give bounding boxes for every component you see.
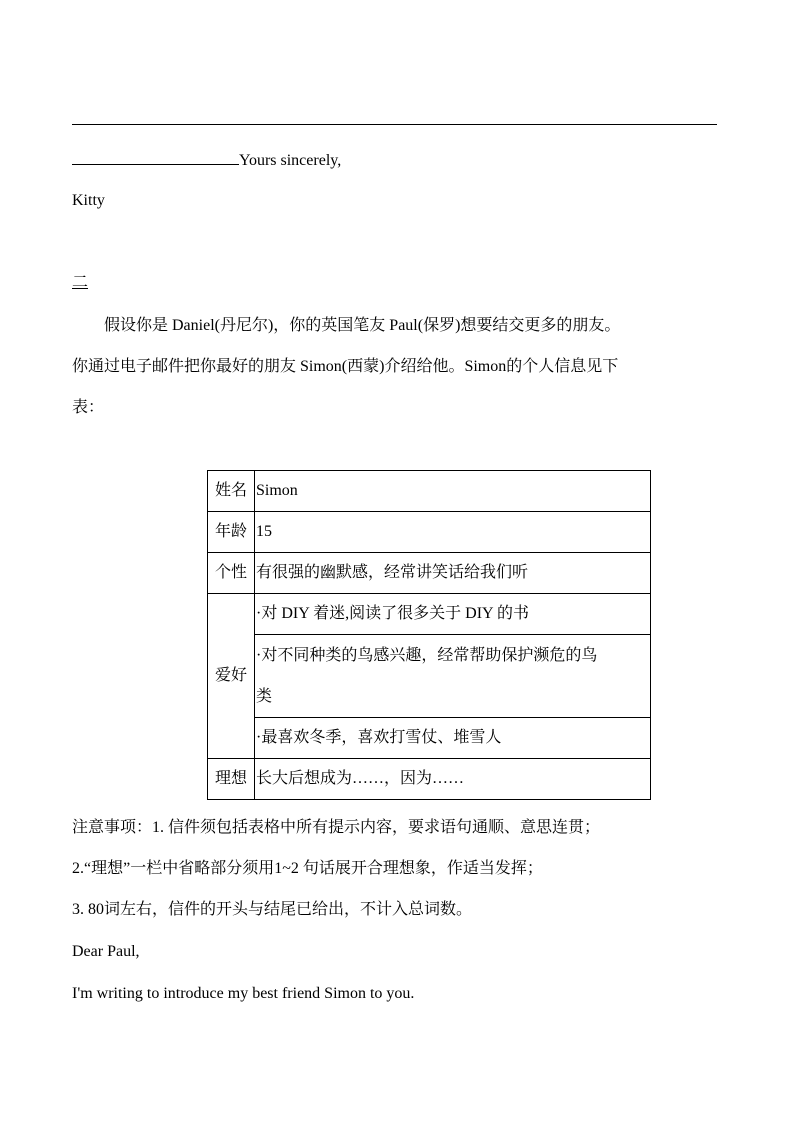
task-line-3: 表： <box>72 399 105 416</box>
task-line-1: 假设你是 Daniel(丹尼尔)，你的英国笔友 Paul(保罗)想要结交更多的朋友。 <box>104 317 621 334</box>
info-table <box>207 470 651 800</box>
task-line-2: 你通过电子邮件把你最好的朋友 Simon(西蒙)介绍给他。Simon的个人信息见下 <box>72 358 619 375</box>
table-row-name <box>208 471 651 512</box>
table-row-dream <box>208 759 651 800</box>
table-row-age <box>208 512 651 553</box>
table-row-hobby-2 <box>208 635 651 718</box>
name-label: 姓名 <box>208 471 255 512</box>
notes-line-2: 2.“理想”一栏中省略部分须用1~2 句话展开合理想象，作适当发挥； <box>72 860 543 877</box>
personality-value: 有很强的幽默感，经常讲笑话给我们听 <box>255 553 651 594</box>
letter-greeting: Dear Paul, <box>72 943 140 960</box>
name-value: Simon <box>255 471 651 512</box>
hobby-1: ·对 DIY 着迷,阅读了很多关于 DIY 的书 <box>255 594 651 635</box>
dream-label: 理想 <box>208 759 255 800</box>
notes-line-1: 注意事项：1. 信件须包括表格中所有提示内容，要求语句通顺、意思连贯； <box>72 819 601 836</box>
section-number-text: 二 <box>72 274 89 291</box>
table-row-hobby-3 <box>208 718 651 759</box>
table-row-personality <box>208 553 651 594</box>
notes-line-3: 3. 80词左右，信件的开头与结尾已给出，不计入总词数。 <box>72 901 473 918</box>
hobby-3: ·最喜欢冬季，喜欢打雪仗、堆雪人 <box>255 718 651 759</box>
closing-line <box>72 150 341 171</box>
age-label: 年龄 <box>208 512 255 553</box>
hobby-2 <box>255 635 651 718</box>
letter-opening: I'm writing to introduce my best friend Simon to you. <box>72 985 415 1002</box>
hobby-2-line-1: ·对不同种类的鸟感兴趣，经常帮助保护濒危的鸟 <box>256 647 598 664</box>
age-value: 15 <box>255 512 651 553</box>
table-row-hobby-1 <box>208 594 651 635</box>
personality-label: 个性 <box>208 553 255 594</box>
dream-value: 长大后想成为……，因为…… <box>255 759 651 800</box>
answer-line <box>72 124 717 125</box>
signature: Kitty <box>72 192 105 209</box>
closing-sincerely: Yours sincerely, <box>239 152 342 169</box>
hobby-2-line-2: 类 <box>256 688 273 705</box>
blank-line[interactable] <box>72 150 239 165</box>
hobbies-label: 爱好 <box>208 594 255 759</box>
section-number <box>72 273 88 293</box>
